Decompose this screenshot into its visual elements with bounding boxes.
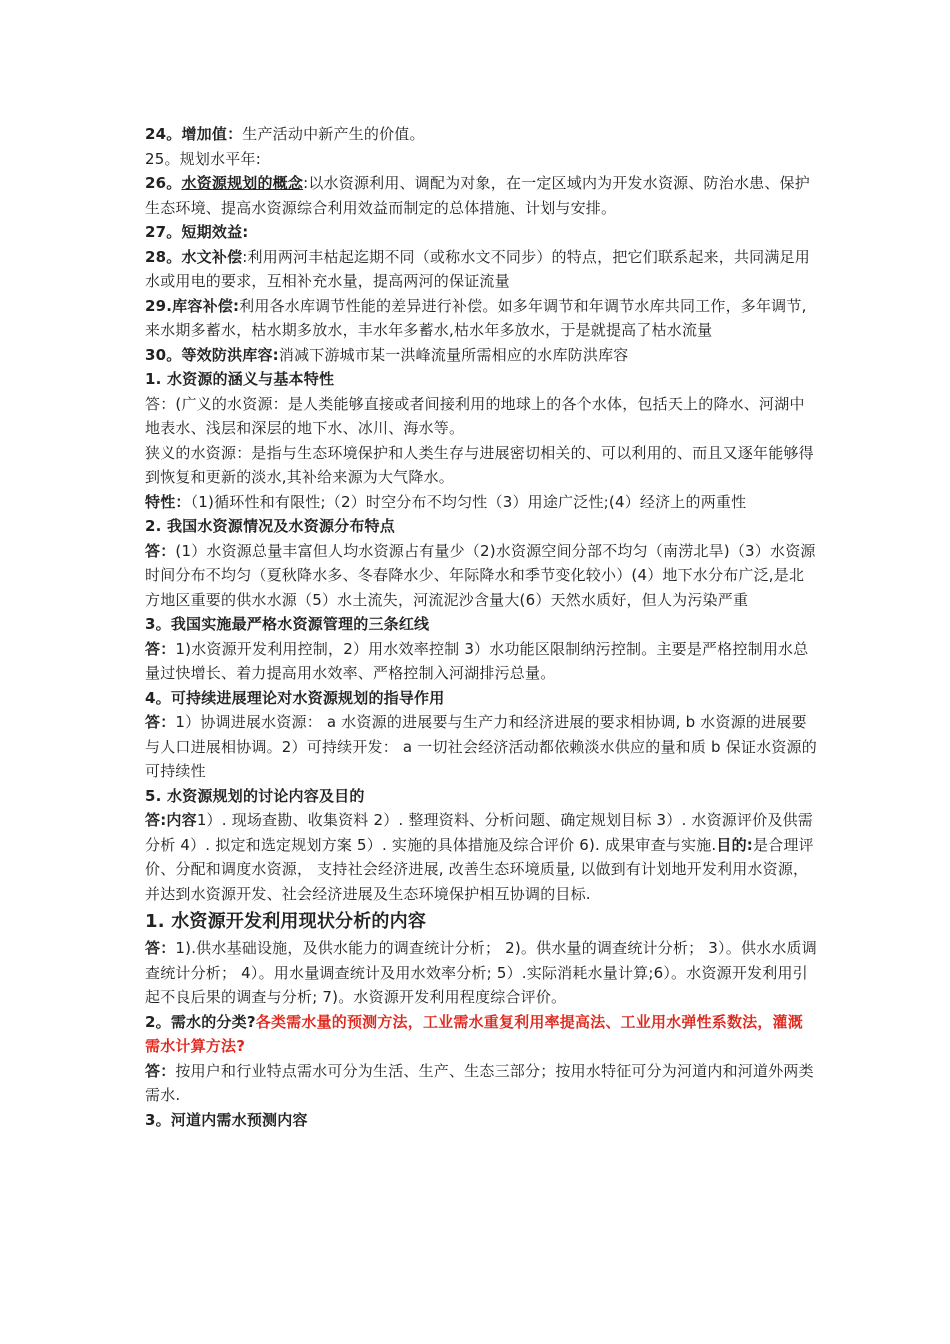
answer-label: 答：	[145, 541, 176, 560]
section-heading: 1. 水资源开发利用现状分析的内容	[145, 911, 427, 932]
term: 28。水文补偿	[145, 247, 243, 266]
answer-label: 答:内容	[145, 811, 197, 829]
goal-label: 目的:	[716, 835, 753, 854]
answer-text: 1).供水基础设施，及供水能力的调查统计分析； 2)。供水量的调查统计分析； 3）。供水水质调查统计分析； 4）。用水量调查统计及用水效率分析; 5）.实际消耗水量计算;6）。水资源开发利用引起不良后果的调查与分析; 7)。水资源开发利用程度综合评价。	[145, 939, 817, 1006]
highlighted-question: 各类需水量的预测方法，工业需水重复利用率提高法、工业用水弹性系数法，灌溉需水计算方法?	[145, 1012, 803, 1055]
item-24	[145, 122, 817, 147]
question-heading	[145, 1010, 817, 1059]
answer-text: 1）协调进展水资源： a 水资源的进展要与生产力和经济进展的要求相协调, b 水资源的进展要与人口进展相协调。2）可持续开发： a 一切社会经济活动都依赖淡水供应的量和质 b 保证水资源的可持续性	[145, 713, 817, 780]
characteristics	[145, 490, 817, 515]
item-30	[145, 343, 817, 368]
answer-text: 答：(广义的水资源：是人类能够直接或者间接利用的地球上的各个水体，包括天上的降水、河湖中地表水、浅层和深层的地下水、冰川、海水等。	[145, 394, 805, 437]
question-heading: 3。河道内需水预测内容	[145, 1110, 308, 1129]
item-25	[145, 147, 817, 172]
item-27	[145, 220, 817, 245]
answer-text: （1)循环性和有限性;（2）时空分布不均匀性（3）用途广泛性;(4）经济上的两重性	[190, 492, 747, 511]
term: 27。短期效益:	[145, 223, 249, 241]
question-heading: 1. 水资源的涵义与基本特性	[145, 370, 335, 388]
answer	[145, 637, 817, 686]
item-29	[145, 294, 817, 343]
term: 29.库容补偿:	[145, 296, 240, 315]
answer-text: (1）水资源总量丰富但人均水资源占有量少（2)水资源空间分部不均匀（南涝北旱)（3）水资源时间分布不均匀（夏秋降水多、冬春降水少、年际降水和季节变化较小）(4）地下水分布广泛,是北方地区重要的供水水源（5）水土流失，河流泥沙含量大(6）天然水质好，但人为污染严重	[145, 541, 816, 609]
question-heading: 5. 水资源规划的讨论内容及目的	[145, 786, 365, 805]
item-28	[145, 245, 817, 294]
item-26	[145, 171, 817, 220]
term-number: 26。	[145, 174, 182, 192]
answer	[145, 936, 817, 1010]
term: 25。规划水平年:	[145, 149, 261, 168]
question-heading: 3。我国实施最严格水资源管理的三条红线	[145, 615, 430, 633]
answer	[145, 710, 817, 784]
answer-label: 答：	[145, 639, 176, 658]
question-text: 2。需水的分类?	[145, 1012, 256, 1031]
answer-label: 答：	[145, 939, 176, 957]
answer-text: 1）. 现场查勘、收集资料 2）. 整理资料、分析问题、确定规划目标 3）. 水资源评价及供需分析 4）. 拟定和选定规划方案 5）. 实施的具体措施及综合评价 6). 成果审查与实施.	[145, 811, 813, 854]
answer	[145, 539, 817, 613]
question-heading: 4。可持续进展理论对水资源规划的指导作用	[145, 688, 445, 707]
answer-text: 按用户和行业特点需水可分为生活、生产、生态三部分；按用水特征可分为河道内和河道外两类需水.	[145, 1061, 814, 1104]
definition: 生产活动中新产生的价值。	[242, 125, 425, 143]
label: 特性：	[145, 492, 191, 511]
term: 水资源规划的概念	[181, 174, 304, 192]
definition: 消减下游城市某一洪峰流量所需相应的水库防洪库容	[278, 345, 629, 364]
definition: :利用两河丰枯起迄期不同（或称水文不同步）的特点，把它们联系起来，共同满足用水或用电的要求，互相补充水量，提高两河的保证流量	[145, 247, 810, 290]
answer-text: 1)水资源开发利用控制，2）用水效率控制 3）水功能区限制纳污控制。主要是严格控制用水总量过快增长、着力提高用水效率、严格控制入河湖排污总量。	[145, 639, 809, 682]
answer-text: 是合理评价、分配和调度水资源， 支持社会经济进展, 改善生态环境质量, 以做到有计划地开发利用水资源， 并达到水资源开发、社会经济进展及生态环境保护相互协调的目标.	[145, 835, 814, 903]
answer-text: 狭义的水资源：是指与生态环境保护和人类生存与进展密切相关的、可以利用的、而且又逐年能够得到恢复和更新的淡水,其补给来源为大气降水。	[145, 443, 814, 486]
answer-label: 答：	[145, 1061, 176, 1080]
answer-label: 答：	[145, 713, 176, 731]
question-heading: 2. 我国水资源情况及水资源分布特点	[145, 517, 395, 535]
answer	[145, 808, 817, 906]
definition: 利用各水库调节性能的差异进行补偿。如多年调节和年调节水库共同工作，多年调节,来水期多蓄水，枯水期多放水，丰水年多蓄水,枯水年多放水，于是就提高了枯水流量	[145, 296, 807, 339]
answer	[145, 1059, 817, 1108]
term: 24。增加值：	[145, 125, 243, 143]
document-page	[145, 122, 817, 1132]
definition: :以水资源利用、调配为对象，在一定区域内为开发水资源、防治水患、保护生态环境、提高水资源综合利用效益而制定的总体措施、计划与安排。	[145, 174, 810, 217]
term: 30。等效防洪库容:	[145, 345, 279, 364]
